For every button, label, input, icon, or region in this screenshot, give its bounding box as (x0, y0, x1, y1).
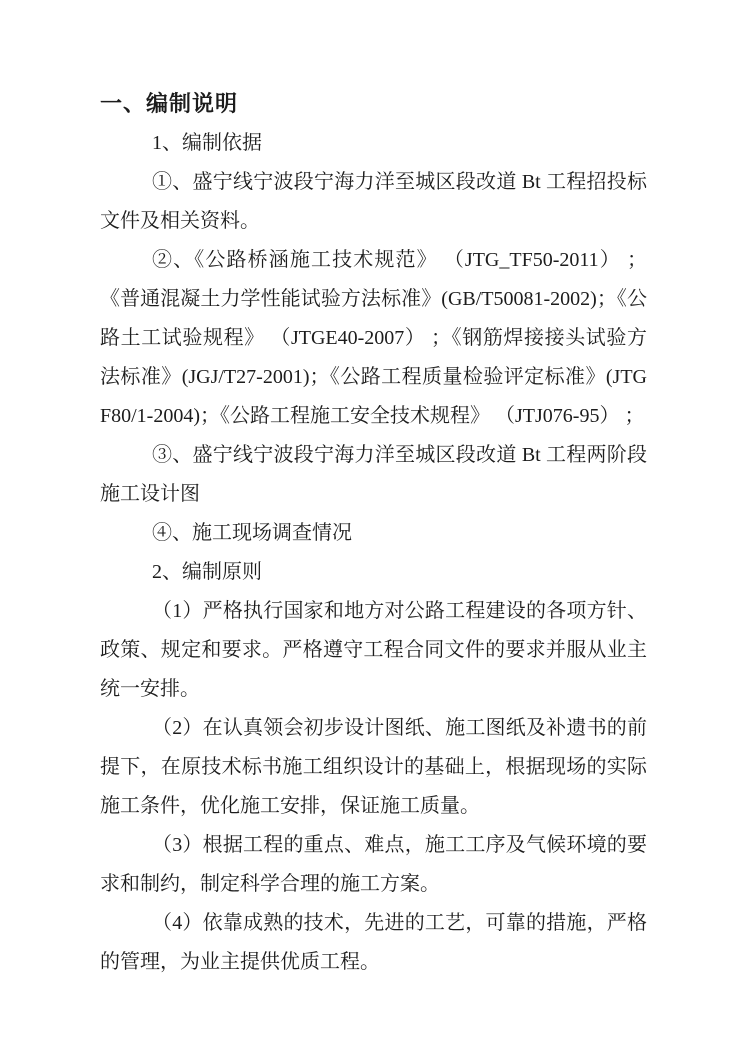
paragraph-principle-3: （3）根据工程的重点、难点，施工工序及气候环境的要求和制约，制定科学合理的施工方案。 (100, 834, 647, 895)
paragraph-compilation-principles: 2、编制原则 (152, 561, 262, 583)
paragraph-basis-item-1: ①、盛宁线宁波段宁海力洋至城区段改道 Bt 工程招投标文件及相关资料。 (100, 171, 647, 232)
paragraph-principle-2: （2）在认真领会初步设计图纸、施工图纸及补遗书的前提下，在原技术标书施工组织设计的基础上，根据现场的实际施工条件，优化施工安排，保证施工质量。 (100, 717, 647, 817)
paragraph-basis-item-4: ④、施工现场调查情况 (152, 522, 352, 544)
paragraph-basis-item-2: ②、《公路桥涵施工技术规范》 （JTG_TF50-2011） ；《普通混凝土力学性能试验方法标准》(GB/T50081-2002)；《公路土工试验规程》 （JTGE40-2007） ；《钢筋焊接接头试验方法标准》(JGJ/T27-2001)；《公路工程质量检验评定标准》(JTGF80/1-2004)；《公路工程施工安全技术规程》 （JTJ076-95） ； (100, 249, 647, 427)
paragraph-compilation-basis: 1、编制依据 (152, 132, 262, 154)
section-heading: 一、编制说明 (100, 91, 239, 116)
paragraph-principle-1: （1）严格执行国家和地方对公路工程建设的各项方针、政策、规定和要求。严格遵守工程合同文件的要求并服从业主统一安排。 (100, 600, 647, 700)
paragraph-basis-item-3: ③、盛宁线宁波段宁海力洋至城区段改道 Bt 工程两阶段施工设计图 (100, 444, 647, 505)
document-content (100, 84, 647, 982)
paragraph-principle-4: （4）依靠成熟的技术，先进的工艺，可靠的措施，严格的管理，为业主提供优质工程。 (100, 912, 647, 973)
